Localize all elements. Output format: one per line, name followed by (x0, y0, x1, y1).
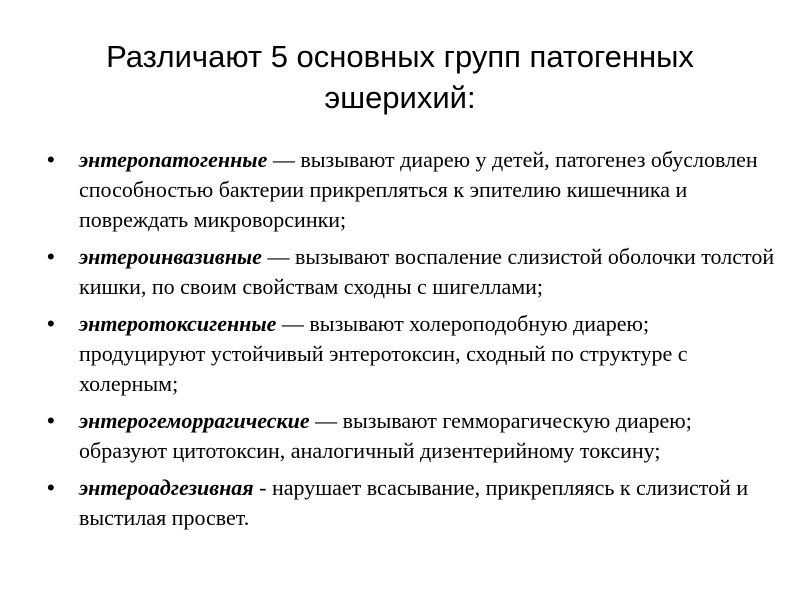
item-term: энтерогеморрагические (79, 408, 310, 433)
item-text: — вызывают воспаление слизистой оболочки толстой кишки, по своим свойствам сходны с шигеллами; (79, 244, 775, 299)
bullet-icon: • (47, 475, 55, 500)
slide-title: Различают 5 основных групп патогенных эшерихий: (106, 39, 694, 115)
item-text: — вызывают холероподобную диарею; продуцируют устойчивый энтеротоксин, сходный по структуре с холерным; (79, 311, 688, 396)
bullet-icon: • (47, 244, 55, 269)
bullet-list (0, 145, 779, 540)
item-term: энтероадгезивная (79, 475, 254, 500)
list-item-enteroinvasive (0, 242, 779, 302)
item-text: — вызывают гемморагическую диарею; образуют цитотоксин, аналогичный дизентерийному токсину; (79, 408, 692, 463)
list-item-enterohemorrhagic (0, 406, 779, 466)
list-item-enteropathogenic (0, 145, 779, 235)
item-text: - нарушает всасывание, прикрепляясь к слизистой и выстилая просвет. (79, 475, 749, 530)
bullet-icon: • (47, 408, 55, 433)
item-term: энтероинвазивные (79, 244, 262, 269)
item-term: энтеропатогенные (79, 147, 268, 172)
bullet-icon: • (47, 311, 55, 336)
item-text: — вызывают диарею у детей, патогенез обусловлен способностью бактерии прикрепляться к эпителию кишечника и повреждать микроворсинки; (79, 147, 758, 232)
list-item-enteroadhesive (0, 473, 779, 533)
bullet-icon: • (47, 147, 55, 172)
list-item-enterotoxigenic (0, 309, 779, 399)
item-term: энтеротоксигенные (79, 311, 277, 336)
